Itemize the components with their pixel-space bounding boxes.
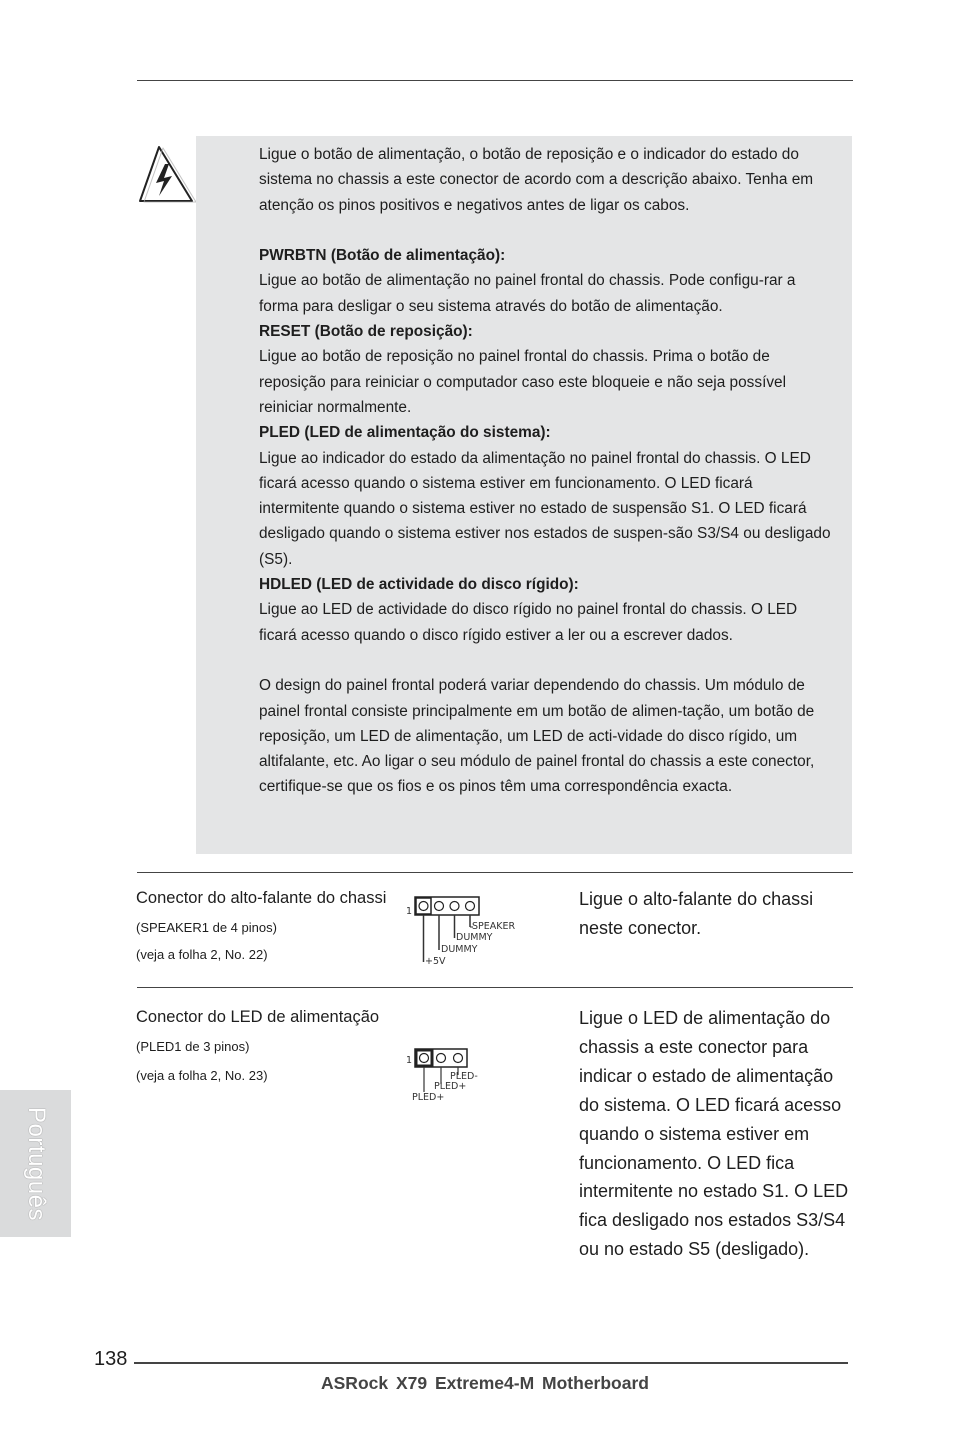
- pled-connector-diagram: [403, 1044, 493, 1104]
- language-tab: [0, 1090, 71, 1237]
- speaker-connector-title: Conector do alto-falante do chassi: [136, 889, 387, 907]
- lightning-warning-icon: [136, 144, 198, 204]
- pwrbtn-heading: PWRBTN (Botão de alimentação):: [259, 247, 506, 265]
- caution-intro: Ligue o botão de alimentação, o botão de reposição e o indicador do estado do sistema no chassis a este conector de acordo com a descrição abaixo. Tenha em atenção os pinos positivos e negativos antes de ligar os cabos.: [259, 146, 814, 214]
- header-rule: [137, 80, 853, 81]
- hdled-heading: HDLED (LED de actividade do disco rígido):: [259, 576, 579, 594]
- pled-connector-title: Conector do LED de alimentação: [136, 1008, 380, 1026]
- pled-description: Ligue o LED de alimentação do chassis a este conector para indicar o estado de alimentação do sistema. O LED ficará acesso quando o sistema estiver em funcionamento. O LED fica intermitente no estado S1. O LED fica desligado nos estados S3/S4 ou no estado S5 (desligado).: [579, 1008, 849, 1260]
- speaker-pins: (SPEAKER1 de 4 pinos): [136, 920, 277, 935]
- pled-pins: (PLED1 de 3 pinos): [136, 1039, 250, 1054]
- footer-title: ASRock X79 Extreme4-M Motherboard: [321, 1373, 649, 1393]
- pled-pin1-square: [416, 1050, 432, 1066]
- reset-text: Ligue ao botão de reposição no painel frontal do chassis. Prima o botão de reposição para reiniciar o computador caso este bloqueie e não seja possível reiniciar normalmente.: [259, 348, 787, 416]
- pwrbtn-text: Ligue ao botão de alimentação no painel frontal do chassis. Pode configu-rar a forma para desligar o seu sistema através do botão de alimentação.: [259, 272, 796, 315]
- section-rule: [137, 987, 853, 988]
- pled-pin: [420, 1054, 429, 1063]
- pled-sheet: (veja a folha 2, No. 23): [136, 1068, 268, 1083]
- pled-pin-label: PLED+: [412, 1092, 445, 1103]
- footer-rule: [134, 1362, 848, 1364]
- pled-pin1-label: 1: [406, 1055, 413, 1066]
- speaker-pin-label: SPEAKER: [472, 921, 516, 932]
- pled-pin: [454, 1054, 463, 1063]
- page-number: 138: [94, 1348, 128, 1370]
- speaker-pin1-label: 1: [406, 906, 413, 917]
- pled-pin-label: PLED-: [450, 1071, 478, 1082]
- reset-heading: RESET (Botão de reposição):: [259, 323, 473, 341]
- section-rule: [137, 872, 853, 873]
- caution-text: [259, 142, 831, 800]
- language-tab-label: Português: [22, 1106, 50, 1221]
- speaker-pin-label: +5V: [425, 956, 446, 966]
- pled-pin-label: PLED+: [434, 1081, 467, 1092]
- pled-header-outline: [415, 1049, 467, 1067]
- speaker-pin-label: DUMMY: [441, 944, 478, 955]
- hdled-text: Ligue ao LED de actividade do disco rígido no painel frontal do chassis. O LED ficará acesso quando o disco rígido estiver a ler ou a escrever dados.: [259, 601, 798, 644]
- design-text: O design do painel frontal poderá variar dependendo do chassis. Um módulo de painel frontal consiste principalmente em um botão de alimen-tação, um botão de reposição, um LED de alimentação, um LED de acti-vidade do disco rígido, um altifalante, etc. Ao ligar o seu módulo de painel frontal do chassis a este conector, certifique-se que os fios e os pinos têm uma correspondência exacta.: [259, 677, 815, 796]
- pled-text: Ligue ao indicador do estado da alimentação no painel frontal do chassis. O LED ficará acesso quando o sistema estiver em funcionamento. O LED ficará intermitente quando o sistema estiver no estado de suspensão S1. O LED ficará desligado quando o sistema estiver nos estados de suspen-são S3/S4 ou desligado (S5).: [259, 449, 831, 568]
- speaker-description: Ligue o alto-falante do chassi neste conector.: [579, 889, 814, 938]
- pled-pin: [437, 1054, 446, 1063]
- speaker-pin-label: DUMMY: [456, 932, 493, 943]
- speaker-sheet: (veja a folha 2, No. 22): [136, 947, 268, 962]
- speaker-connector-diagram: [403, 892, 523, 966]
- pled-heading: PLED (LED de alimentação do sistema):: [259, 424, 551, 442]
